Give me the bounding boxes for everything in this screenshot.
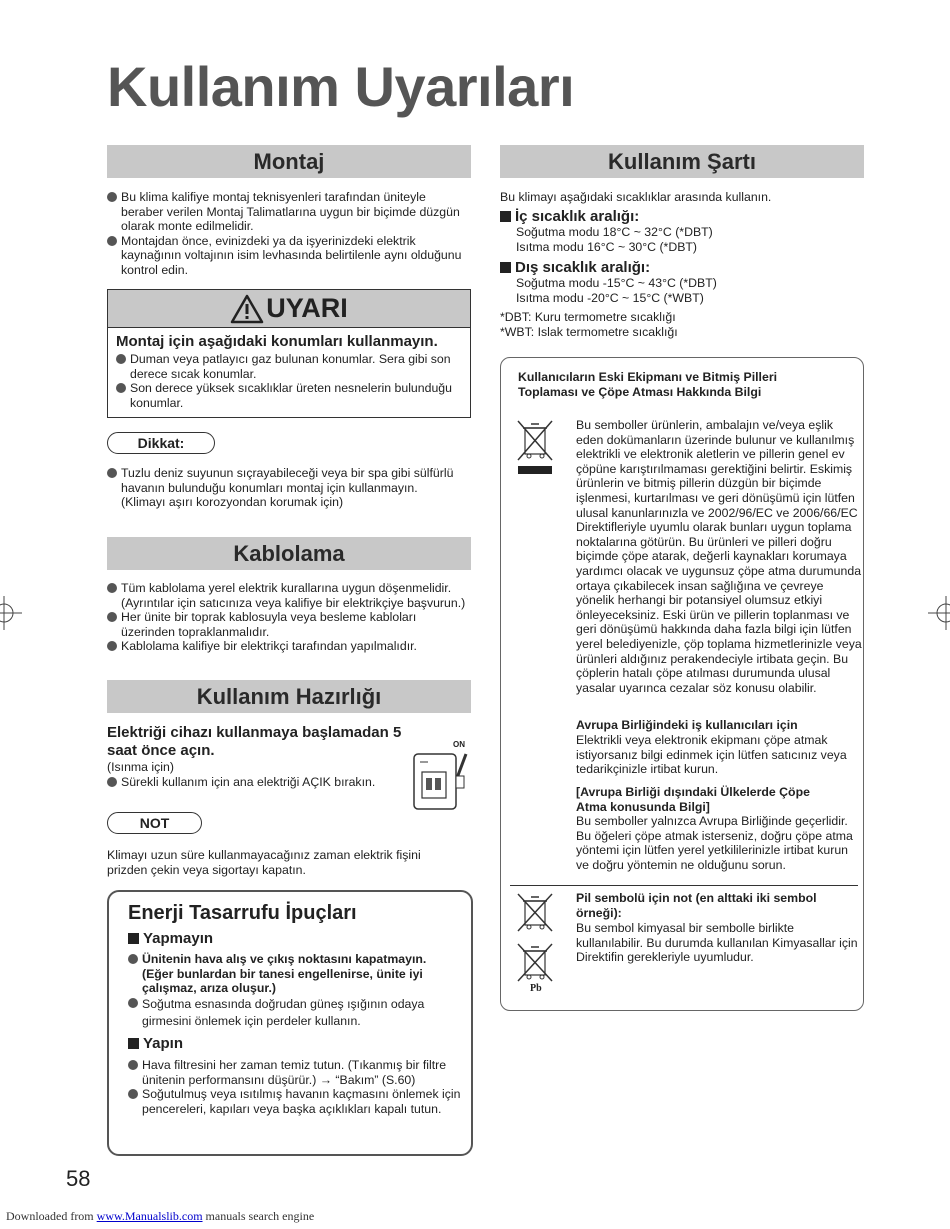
ab-body: Elektrikli veya elektronik ekipmanı çöpe atmak istiyorsanız bilgi edinmek için lütfen satıcınız veya tedarikçinizle irtibat kurun. [576, 733, 847, 777]
ab-disi-heading: [Avrupa Birliği dışındaki Ülkelerde Çöpe Atma konusunda Bilgi] [576, 785, 810, 814]
hazirlik-bullet: Sürekli kullanım için ana elektriği AÇIK bırakın. [107, 775, 407, 790]
yapin-label: Yapın [143, 1035, 184, 1052]
yapmayin-heading [128, 930, 213, 947]
yapmayin-label: Yapmayın [143, 930, 214, 947]
dikkat-bullet: Tuzlu deniz suyunun sıçrayabileceği veya bir spa gibi sülfürlü havanın bulunduğu konumları montaj için kullanmayın. (Klimayı aşırı korozyondan korumak için) [107, 466, 457, 510]
dikkat-label: Dikkat: [107, 432, 215, 454]
pil-body: Bu sembol kimyasal bir sembolle birlikte kullanılabilir. Bu durumda kullanılan Kimyasallar için Direktifin gerekleriyle uyumludur. [576, 921, 858, 965]
footer-suffix: manuals search engine [202, 1209, 315, 1223]
not-label: NOT [107, 812, 202, 834]
yapmayin-bullet: Ünitenin hava alış ve çıkış noktasını kapatmayın. (Eğer bunlardan bir tanesi engellenirse, ünite iyi çalışmaz, arıza oluşur.) [128, 952, 458, 996]
warning-list [116, 352, 462, 410]
page-title: Kullanım Uyarıları [107, 55, 575, 118]
yapmayin-bullet: Soğutma esnasında doğrudan güneş ışığının odaya girmesini önlemek için perdeler kullanın. [128, 996, 458, 1030]
ic-sicaklik-label: İç sıcaklık aralığı: [515, 208, 640, 225]
kullanim-sarti-heading: Kullanım Şartı [500, 145, 864, 178]
ab-heading: Avrupa Birliğindeki iş kullanıcıları için [576, 718, 798, 732]
hazirlik-note: (Isınma için) [107, 760, 174, 774]
yapmayin-list [128, 952, 458, 1030]
yapin-bullet: Soğutulmuş veya ısıtılmış havanın kaçmasını önlemek için pencereleri, kapıları veya başka açıklıkları kapalı tutun. [128, 1087, 463, 1116]
warning-label: UYARI [266, 293, 348, 323]
yapin-bullet: Hava filtresini her zaman temiz tutun. (Tıkanmış bir filtre ünitenin performansını düşürür.) → “Bakım” (S.60) [128, 1058, 463, 1087]
square-bullet-icon [500, 211, 511, 222]
dis-sicaklik-values [500, 276, 717, 306]
disposal-body: Bu semboller ürünlerin, ambalajın ve/veya eşlik eden dokümanların üzerinde bulunur ve kullanılmış elektrikli ve elektronik aletlerin ve pillerin genel ev çöpüne karıştırılmaması gerektiğini belirtir. Eskimiş ürünlerin ve bitmiş pillerin düzgün bir biçimde işlenmesi, kurtarılması ve geri dönüşümü için lütfen ulusal kanunlarınızla ve 2002/96/EC ve 2006/66/EC Direktifleriyle uyumlu olarak bunları uygun toplama noktalarına götürün. Bu ürünleri ve pilleri doğru biçimde çöpe atarak, değerli kaynakları korumaya yardımcı olacak ve uygunsuz çöpe atma durumunda ortaya çıkabilecek insan sağlığına ve çevreye yönelik herhangi bir potansiyel olumsuz etkiyi önleyeceksiniz. Eski ürün ve pillerin toplanması ve geri dönüşümü hakkında daha fazla bilgi için lütfen yerel belediyenizle, çöp toplama hizmetlerinizle veya ürünleri aldığınız perakendeciyle irtibata geçin. Bu çöplerin hatalı çöpe atılması durumunda ulusal yasalar uyarınca cezalar söz konusu olabilir. [576, 418, 862, 695]
dikkat-list [107, 466, 457, 510]
hazirlik-list [107, 775, 407, 790]
montaj-bullet: Bu klima kalifiye montaj teknisyenleri tarafından üniteyle beraber verilen Montaj Talimatlarına uygun bir biçimde düzgün olarak monte edilmelidir. [107, 190, 471, 234]
page-number: 58 [66, 1166, 91, 1191]
pb-label: Pb [530, 983, 542, 994]
ab-disi-body: Bu semboller yalnızca Avrupa Birliğinde geçerlidir. Bu öğeleri çöpe atmak isterseniz, doğru çöpe atma yöntemi için lütfen yerel yetkililerinizle irtibat kurun ve doğru yöntemin ne olduğunu sorun. [576, 814, 853, 872]
hazirlik-heading: Kullanım Hazırlığı [107, 680, 471, 713]
kablolama-bullet: Her ünite bir toprak kablosuyla veya besleme kabloları üzerinden topraklanmalıdır. [107, 610, 471, 639]
warning-bullet: Son derece yüksek sıcaklıklar üreten nesnelerin bulunduğu konumlar. [116, 381, 462, 410]
footer-prefix: Downloaded from [6, 1209, 97, 1223]
montaj-bullet: Montajdan önce, evinizdeki ya da işyerinizdeki elektrik kaynağının voltajının isim levhasında belirtilenle aynı olduğunu kontrol edin. [107, 234, 471, 278]
kablolama-bullet: Kablolama kalifiye bir elektrikçi tarafından yapılmalıdır. [107, 639, 471, 654]
ic-sicaklik-heading [500, 208, 639, 225]
download-footer [6, 1209, 314, 1224]
disposal-heading: Kullanıcıların Eski Ekipmanı ve Bitmiş Pilleri Toplaması ve Çöpe Atması Hakkında Bilgi [518, 370, 778, 399]
energy-tips-heading: Enerji Tasarrufu İpuçları [128, 902, 357, 924]
crossed-bin-icon-pb [515, 941, 555, 983]
montaj-list [107, 190, 471, 278]
yapin-heading [128, 1035, 183, 1052]
kablolama-bullet: Tüm kablolama yerel elektrik kurallarına uygun döşenmelidir. (Ayrıntılar için satıcınıza veya kalifiye bir elektrikçiye başvurun.) [107, 581, 471, 610]
on-label: ON [453, 740, 465, 749]
manualslib-link[interactable]: www.Manualslib.com [96, 1209, 203, 1223]
warning-heading: Montaj için aşağıdaki konumları kullanmayın. [116, 333, 438, 350]
ic-sicaklik-values [500, 225, 713, 255]
wbt-note: *WBT: Islak termometre sıcaklığı [500, 325, 678, 339]
kablolama-heading: Kablolama [107, 537, 471, 570]
dis-sicaklik-label: Dış sıcaklık aralığı: [515, 259, 651, 276]
warning-bullet: Duman veya patlayıcı gaz bulunan konumlar. Sera gibi son derece sıcak konumlar. [116, 352, 462, 381]
divider [510, 885, 858, 886]
kullanim-sarti-intro: Bu klimayı aşağıdaki sıcaklıklar arasında kullanın. [500, 190, 772, 204]
ic-sogutma: Soğutma modu 18°C ~ 32°C (*DBT) [516, 225, 713, 239]
warning-box [107, 289, 471, 418]
yapin-list [128, 1058, 463, 1116]
kablolama-list [107, 581, 471, 654]
crossed-bin-icon-battery [515, 891, 555, 933]
pil-heading: Pil sembolü için not (en alttaki iki sembol örneği): [576, 891, 817, 920]
crossed-bin-icon [515, 418, 555, 476]
crop-mark-right [928, 596, 950, 630]
crop-mark-left [0, 596, 22, 630]
square-bullet-icon [128, 933, 139, 944]
warning-header [108, 290, 470, 328]
temperature-notes [500, 310, 678, 340]
montaj-heading: Montaj [107, 145, 471, 178]
energy-tips-box [107, 890, 473, 1156]
square-bullet-icon [500, 262, 511, 273]
dis-sicaklik-heading [500, 259, 650, 276]
dis-sogutma: Soğutma modu -15°C ~ 43°C (*DBT) [516, 276, 717, 290]
warning-triangle-icon [230, 294, 264, 324]
dbt-note: *DBT: Kuru termometre sıcaklığı [500, 310, 676, 324]
hazirlik-subheading: Elektriği cihazı kullanmaya başlamadan 5 saat önce açın. [107, 724, 402, 759]
square-bullet-icon [128, 1038, 139, 1049]
breaker-switch-icon [410, 748, 475, 812]
dis-isitma: Isıtma modu -20°C ~ 15°C (*WBT) [516, 291, 704, 305]
disposal-info-box [500, 357, 864, 1011]
ic-isitma: Isıtma modu 16°C ~ 30°C (*DBT) [516, 240, 698, 254]
not-text: Klimayı uzun süre kullanmayacağınız zaman elektrik fişini prizden çekin veya sigortayı kapatın. [107, 848, 421, 877]
